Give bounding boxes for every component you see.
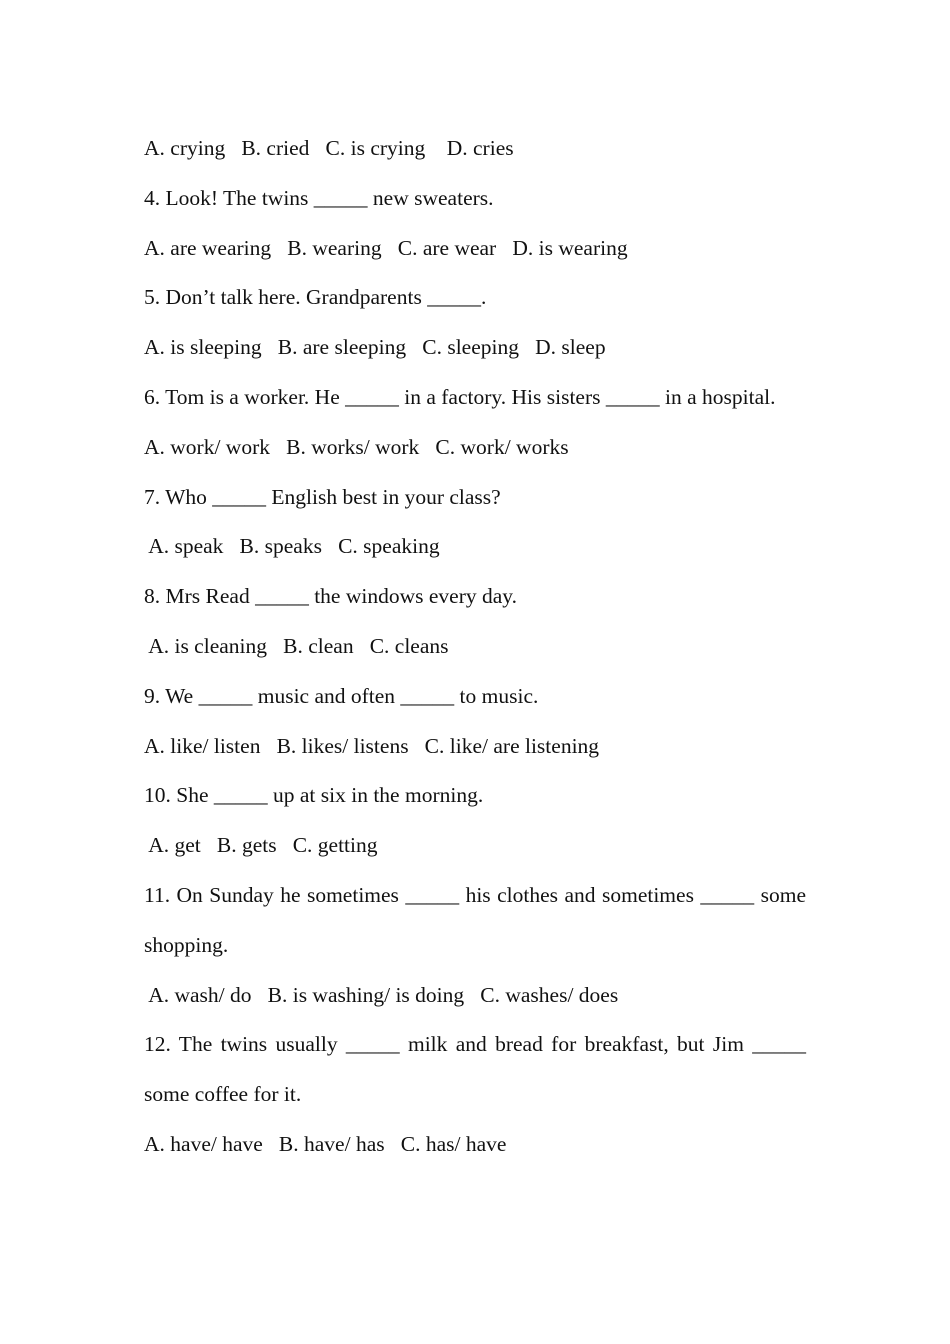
question-12-options: A. have/ have B. have/ has C. has/ have [144,1131,507,1156]
question-7-options: A. speak B. speaks C. speaking [144,534,440,559]
question-11: 11. On Sunday he sometimes _____ his clothes and sometimes _____ some shopping. [144,882,806,957]
question-8: 8. Mrs Read _____ the windows every day. [144,584,517,609]
question-3-options: A. crying B. cried C. is crying D. cries [144,136,514,160]
question-10-options: A. get B. gets C. getting [144,833,378,858]
question-12: 12. The twins usually _____ milk and bread for breakfast, but Jim _____ some coffee for it. [144,1032,806,1107]
exercise-page [144,124,806,1170]
question-10: 10. She _____ up at six in the morning. [144,783,484,808]
question-6: 6. Tom is a worker. He _____ in a factory. His sisters _____ in a hospital. [144,384,776,409]
question-11-options: A. wash/ do B. is washing/ is doing C. washes/ does [144,982,619,1007]
question-5: 5. Don’t talk here. Grandparents _____. [144,285,487,310]
question-9-options: A. like/ listen B. likes/ listens C. like/ are listening [144,733,600,758]
question-9: 9. We _____ music and often _____ to music. [144,683,539,708]
question-5-options: A. is sleeping B. are sleeping C. sleeping D. sleep [144,335,606,360]
question-4: 4. Look! The twins _____ new sweaters. [144,185,494,210]
question-7: 7. Who _____ English best in your class? [144,484,501,509]
question-8-options: A. is cleaning B. clean C. cleans [144,633,449,658]
question-4-options: A. are wearing B. wearing C. are wear D. is wearing [144,235,628,260]
question-6-options: A. work/ work B. works/ work C. work/ works [144,434,569,459]
